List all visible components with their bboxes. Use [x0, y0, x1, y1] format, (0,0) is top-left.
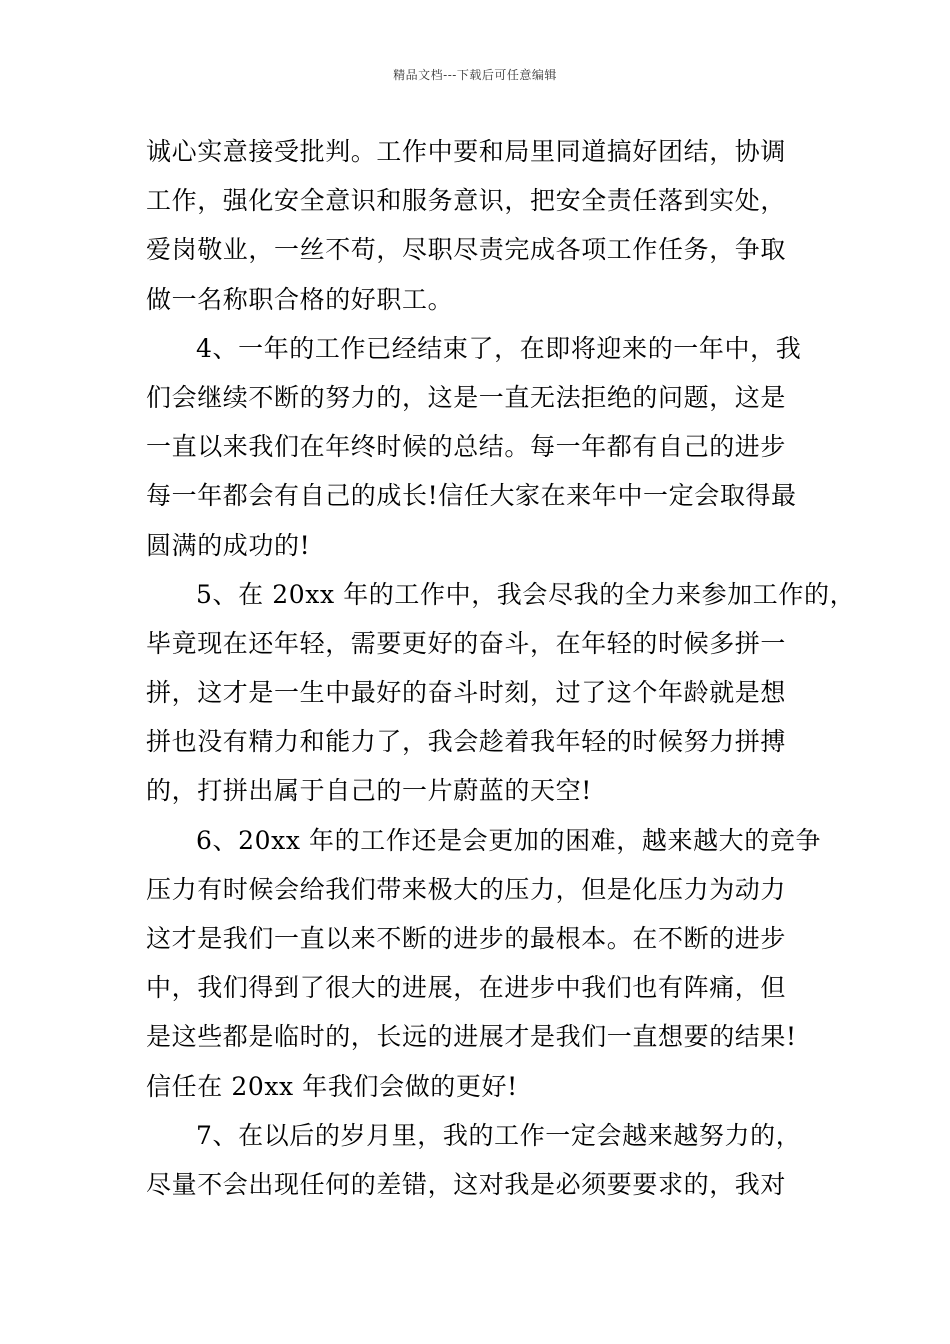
- text-line: 诚心实意接受批判。工作中要和局里同道搞好团结，协调: [146, 137, 787, 166]
- page-header: 精品文档---下载后可任意编辑: [393, 68, 557, 82]
- text-line: 中，我们得到了很大的进展，在进步中我们也有阵痛，但: [146, 973, 787, 1003]
- text-line: 这才是我们一直以来不断的进步的最根本。在不断的进步: [146, 924, 787, 953]
- text-line: 压力有时候会给我们带来极大的压力，但是化压力为动力: [146, 874, 787, 904]
- text-line: 工作，强化安全意识和服务意识，把安全责任落到实处，: [146, 186, 787, 216]
- text-line: 信任在 20xx 年我们会做的更好!: [146, 1071, 518, 1101]
- text-line: 拼也没有精力和能力了，我会趁着我年轻的时候努力拼搏: [146, 727, 787, 757]
- text-line: 毕竟现在还年轻，需要更好的奋斗，在年轻的时候多拼一: [146, 628, 787, 658]
- text-line: 尽量不会出现任何的差错，这对我是必须要要求的，我对: [146, 1169, 787, 1199]
- text-line: 7、在以后的岁月里，我的工作一定会越来越努力的，: [196, 1120, 802, 1150]
- text-line: 5、在 20xx 年的工作中，我会尽我的全力来参加工作的，: [196, 579, 856, 609]
- text-line: 爱岗敬业，一丝不苟，尽职尽责完成各项工作任务，争取: [146, 235, 787, 265]
- document-body: [146, 127, 856, 1209]
- text-line: 拼，这才是一生中最好的奋斗时刻，过了这个年龄就是想: [146, 678, 787, 708]
- text-line: 的，打拼出属于自己的一片蔚蓝的天空!: [146, 776, 592, 806]
- text-line: 是这些都是临时的，长远的进展才是我们一直想要的结果!: [146, 1022, 797, 1052]
- text-line: 每一年都会有自己的成长!信任大家在来年中一定会取得最: [146, 481, 797, 511]
- text-line: 圆满的成功的!: [146, 530, 311, 560]
- text-line: 一直以来我们在年终时候的总结。每一年都有自己的进步: [146, 432, 787, 462]
- text-line: 们会继续不断的努力的，这是一直无法拒绝的问题，这是: [146, 382, 787, 412]
- text-line: 6、20xx 年的工作还是会更加的困难，越来越大的竞争: [196, 825, 822, 855]
- text-line: 4、一年的工作已经结束了，在即将迎来的一年中，我: [196, 333, 802, 363]
- text-line: 做一名称职合格的好职工。: [146, 284, 454, 314]
